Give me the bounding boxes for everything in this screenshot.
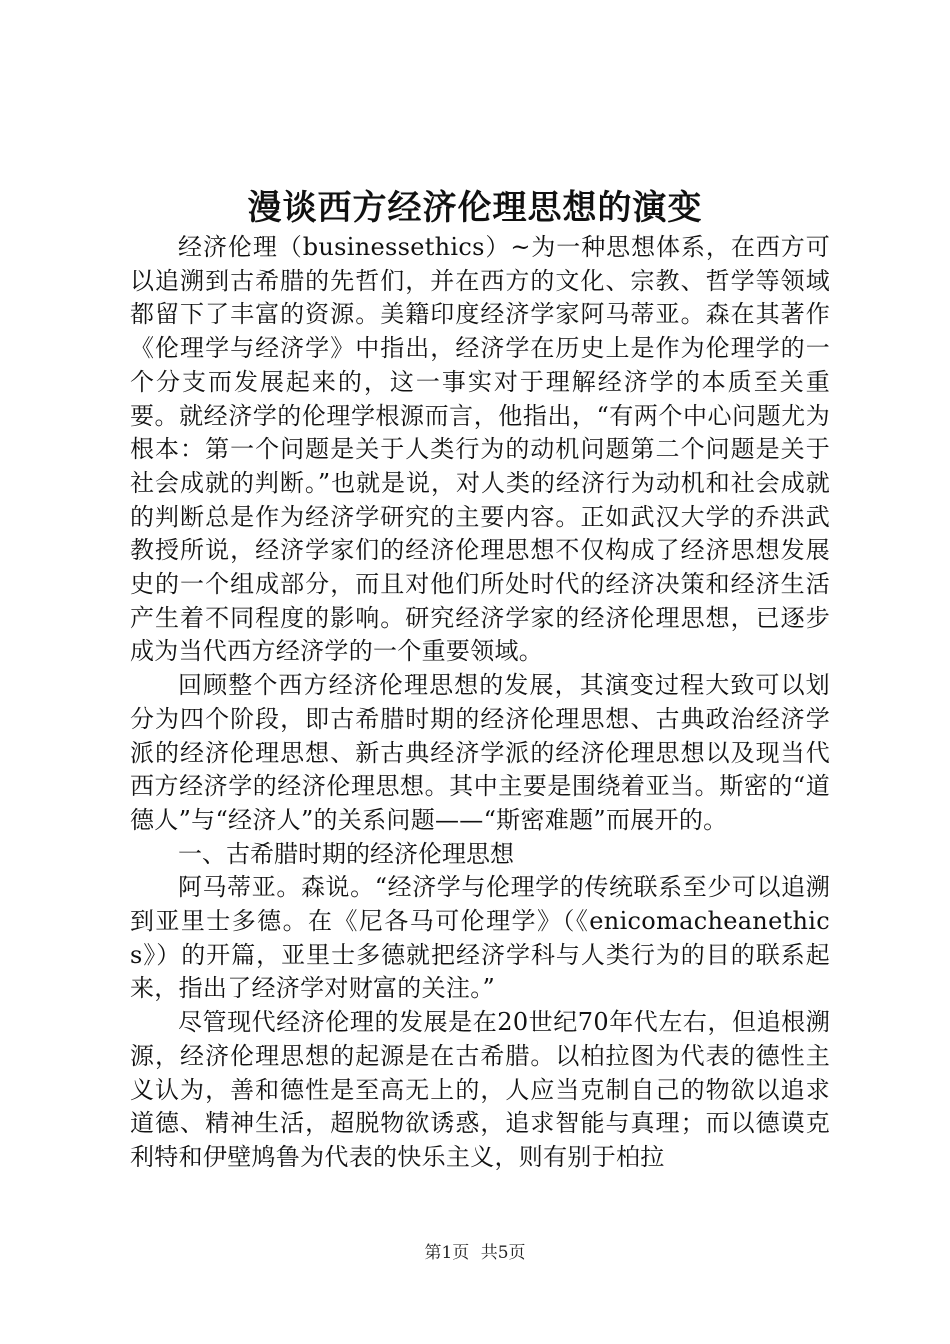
document-body bbox=[130, 231, 830, 1175]
paragraph-2: 回顾整个西方经济伦理思想的发展，其演变过程大致可以划分为四个阶段，即古希腊时期的经济伦理思想、古典政治经济学派的经济伦理思想、新古典经济学派的经济伦理思想以及现当代西方经济学的经济伦理思想。其中主要是围绕着亚当。斯密的“道德人”与“经济人”的关系问题——“斯密难题”而展开的。 bbox=[130, 671, 830, 834]
document-title: 漫谈西方经济伦理思想的演变 bbox=[247, 188, 703, 228]
page-total: 共5页 bbox=[480, 1243, 526, 1263]
paragraph-1: 经济伦理（businessethics）~为一种思想体系，在西方可以追溯到古希腊的先哲们，并在西方的文化、宗教、哲学等领域都留下了丰富的资源。美籍印度经济学家阿马蒂亚。森在其著作《伦理学与经济学》中指出，经济学在历史上是作为伦理学的一个分支而发展起来的，这一事实对于理解经济学的本质至关重要。就经济学的伦理学根源而言，他指出，“有两个中心问题尤为根本：第一个问题是关于人类行为的动机问题第二个问题是关于社会成就的判断。”也就是说，对人类的经济行为动机和社会成就的判断总是作为经济学研究的主要内容。正如武汉大学的乔洪武教授所说，经济学家们的经济伦理思想不仅构成了经济思想发展史的一个组成部分，而且对他们所处时代的经济决策和经济生活产生着不同程度的影响。研究经济学家的经济伦理思想，已逐步成为当代西方经济学的一个重要领域。 bbox=[130, 233, 830, 666]
section-heading: 一、古希腊时期的经济伦理思想 bbox=[178, 839, 514, 868]
paragraph-3: 阿马蒂亚。森说。“经济学与伦理学的传统联系至少可以追溯到亚里士多德。在《尼各马可伦理学》（《enicomacheanethics》）的开篇，亚里士多德就把经济学科与人类行为的目的联系起来，指出了经济学对财富的关注。” bbox=[130, 873, 830, 1003]
paragraph-4: 尽管现代经济伦理的发展是在20世纪70年代左右，但追根溯源，经济伦理思想的起源是在古希腊。以柏拉图为代表的德性主义认为，善和德性是至高无上的，人应当克制自己的物欲以追求道德、精神生活，超脱物欲诱惑，追求智能与真理；而以德谟克利特和伊壁鸠鲁为代表的快乐主义，则有别于柏拉 bbox=[130, 1008, 830, 1171]
page-number: 第1页 bbox=[424, 1243, 470, 1263]
page-footer bbox=[0, 1241, 950, 1265]
